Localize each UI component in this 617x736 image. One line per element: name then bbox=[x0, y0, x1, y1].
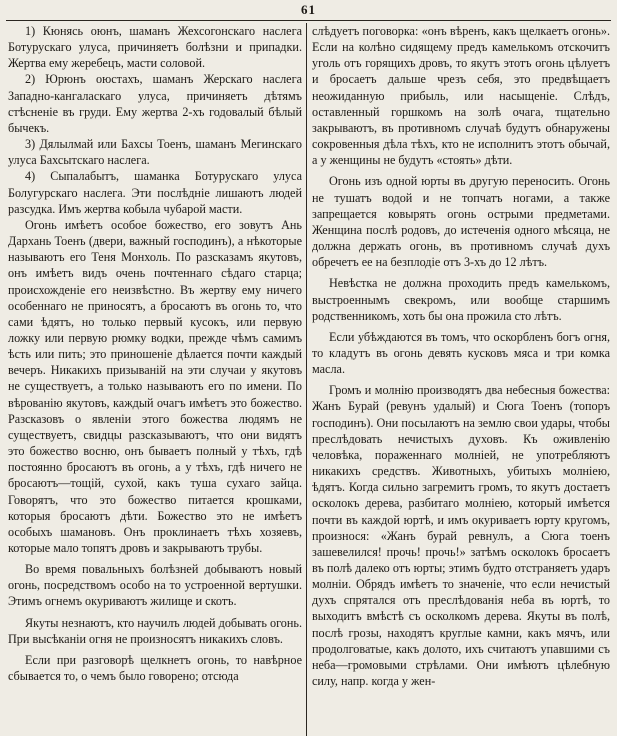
paragraph: 3) Дялылмай или Бахсы Тоенъ, шаманъ Мегинскаго улуса Бахсытскаго наслега. bbox=[8, 137, 302, 168]
header-rule bbox=[6, 20, 611, 21]
paragraph: 4) Сыпалабытъ, шаманка Ботурускаго улуса Болугурскаго наслега. Эти послѣдніе лишаютъ людей разсудка. Имъ жертва кобыла чубарой масти. bbox=[8, 169, 302, 216]
paragraph: 1) Кюнясь оюнъ, шаманъ Жехсогонскаго наслега Ботурускаго улуса, причиняетъ болѣзни и припадки. Жертва ему жеребецъ, масти соловой. bbox=[8, 24, 302, 71]
column-divider bbox=[306, 23, 307, 736]
paragraph: Если при разговорѣ щелкнетъ огонь, то навѣрное сбывается то, о чемъ было говорено; отсюда bbox=[8, 652, 302, 684]
left-column bbox=[8, 23, 302, 684]
paragraph: Невѣстка не должна проходить предъ камелькомъ, выстроеннымъ свекромъ, или вообще старшимъ родственникомъ, хоть бы она прожила сто лѣтъ. bbox=[312, 276, 610, 323]
right-column bbox=[312, 23, 610, 689]
paragraph: Во время повальныхъ болѣзней добываютъ новый огонь, посредствомъ особо на то устроенной вертушки. Этимъ огнемъ окуриваютъ жилище и скотъ. bbox=[8, 562, 302, 609]
page-number: 61 bbox=[301, 2, 316, 17]
paragraph: Огонь изъ одной юрты въ другую переносить. Огонь не тушатъ водой и не топчатъ ногами, а также запрещается ковырять огонь острыми предметами. Женщина послѣ родовъ, до истеченія одного мѣсяца, не должна держать огонь, въ противномъ случаѣ духъ обречетъ ее на безплодіе отъ 3-хъ до 12 лѣтъ. bbox=[312, 174, 610, 270]
paragraph: Громъ и молнію производятъ два небесныя божества: Жанъ Бурай (ревунъ удалый) и Сюга Тоенъ (топоръ господинъ). Они посылаютъ на землю свои удары, чтобы преслѣдовать нечистыхъ духовъ. Къ оживленію человѣка, пораженнаго молніей, не употребляютъ никакихъ средствъ. Животныхъ, убитыхъ молніею, ѣдятъ. Когда сильно загремитъ громъ, то якутъ достаетъ осколокъ дерева, разбитаго молніею, который имѣется почти въ каждой юртѣ, и имъ окуриваетъ юрту кругомъ, произнося: «Жанъ бурай ревнулъ, а Сюга тоенъ зашевелился! прочь! прочь!» затѣмъ осколокъ бросаетъ въ полѣ далеко отъ юрты; этимъ будто отстраняетъ ударъ молніи. Обрядъ имѣетъ то значеніе, что если нечистый духъ спрятался отъ преслѣдованія неба въ юртѣ, то выходитъ вмѣстѣ съ осколкомъ дерева. Якуты въ полѣ, послѣ грозы, находятъ круглые камни, какъ мячъ, или продолговатые, какъ долото, ихъ считаютъ упавшими съ неба—громовыми стрѣлами. Они имѣютъ цѣлебную силу, напр. когда у жен- bbox=[312, 383, 610, 689]
paragraph: Огонь имѣетъ особое божество, его зовутъ Ань Дархань Тоенъ (двери, важный господинъ), а нѣкоторые называютъ его Теня Монхоль. По разсказамъ якутовъ, онъ имѣетъ видъ очень почтеннаго сѣдаго старца; происхожденіе его неизвѣстно. Въ жертву ему ничего особеннаго не приносятъ, а бросаютъ въ огонь то, что сами ѣдятъ, но только первый кусокъ, или первую ложку или первую рюмку водки, прежде чѣмъ самимъ ѣсть или пить; это приношеніе дѣлается почти каждый вечеръ. Никакихъ призываній на эти случаи у якутовъ не существуетъ, а только называютъ его по имени. По вѣрованію якутовъ, каждый очагъ имѣетъ это божество. Разсказовъ о явленіи этого божества людямъ не существуетъ, свидцы разсказываютъ, что они видятъ это божество восню, онъ бываетъ полный у тѣхъ, гдѣ постоянно бросаютъ въ огонь, а у тѣхъ, гдѣ ничего не бросаютъ—тощій, сухой, какъ туша сухаго зайца. Говорятъ, что это божество питается крошками, которыя бросаютъ дѣти. Божество это не имѣетъ особыхъ шамановъ. Онъ проклинаетъ тѣхъ хозяевъ, которые мало топятъ дровъ и закрываютъ трубы. bbox=[8, 217, 302, 555]
paragraph: Якуты незнаютъ, кто научилъ людей добывать огонь. При высѣканіи огня не произносятъ никакихъ словъ. bbox=[8, 615, 302, 646]
paragraph: слѣдуетъ поговорка: «онъ вѣренъ, какъ щелкаетъ огонь». Если на колѣно сидящему предъ камелькомъ отскочитъ уголь отъ горящихъ дровъ, то якутъ этотъ огонь цѣлуетъ и бросаетъ дальше чрезъ себя, это предвѣщаетъ неожиданную прибыль, или насыщеніе. Слѣдъ, оставленный горшкомъ на золѣ очага, тщательно закрываютъ, въ противномъ случаѣ будутъ обнаружены сокровенныя дѣла тѣхъ, кто не исполнитъ этотъ обычай, а у женщины не будутъ «стоять» дѣти. bbox=[312, 24, 610, 168]
paragraph: Если убѣждаются въ томъ, что оскорбленъ богъ огня, то кладутъ въ огонь девять кусковъ мяса и три комка масла. bbox=[312, 329, 610, 377]
paragraph: 2) Юрюнъ оюстахъ, шаманъ Жерскаго наслега Западно-кангаласкаго улуса, причиняетъ дѣтямъ стѣсненіе въ груди. Ему жертва 2-хъ годовалый бѣлый бычекъ. bbox=[8, 72, 302, 135]
